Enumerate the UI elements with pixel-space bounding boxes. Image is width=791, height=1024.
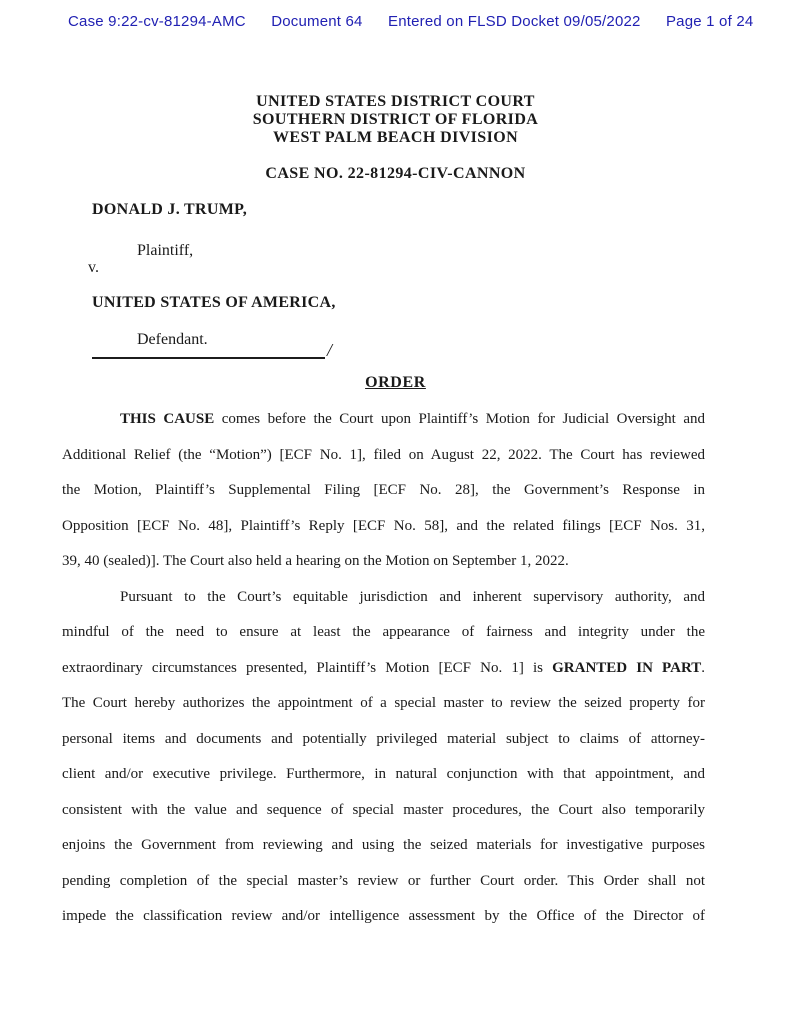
document-line	[62, 615, 705, 651]
text-run: comes before the Court upon Plaintiff’s Motion for Judicial Oversight and	[214, 411, 705, 427]
versus-label: v.	[88, 259, 99, 276]
document-line	[62, 828, 705, 864]
court-division: WEST PALM BEACH DIVISION	[272, 129, 519, 146]
document-line	[62, 793, 705, 829]
plaintiff-name: DONALD J. TRUMP,	[92, 201, 248, 218]
document-line	[62, 899, 705, 935]
document-line	[62, 580, 705, 616]
document-line	[62, 722, 705, 758]
text-run: .	[701, 659, 705, 676]
caption-separator-line	[92, 336, 332, 360]
bold-text-run: GRANTED IN PART	[552, 659, 702, 676]
text-run: extraordinary circumstances presented, Plaintiff’s Motion [ECF No. 1] is	[62, 659, 553, 676]
paragraph	[62, 580, 705, 935]
document-line	[62, 686, 705, 722]
text-run: Opposition [ECF No. 48], Plaintiff’s Reply [ECF No. 58], and the related filings [ECF Nos. 31,	[62, 517, 705, 534]
document-line	[62, 757, 705, 793]
text-run: the Motion, Plaintiff’s Supplemental Filing [ECF No. 28], the Government’s Response in	[62, 482, 705, 498]
text-run: Pursuant to the Court’s equitable jurisdiction and inherent supervisory authority, and	[120, 588, 705, 605]
text-run: client and/or executive privilege. Furthermore, in natural conjunction with that appointment, and	[62, 766, 705, 782]
docket-case-number: Case 9:22-cv-81294-AMC	[68, 13, 246, 30]
order-title: ORDER	[365, 374, 426, 391]
docket-page-count: Page 1 of 24	[665, 13, 754, 30]
text-run: 39, 40 (sealed)]. The Court also held a hearing on the Motion on September 1, 2022.	[62, 553, 569, 569]
document-line	[62, 509, 705, 545]
document-line	[62, 402, 705, 438]
text-run: impede the classification review and/or intelligence assessment by the Office of the Director of	[62, 908, 705, 924]
docket-entered-date: Entered on FLSD Docket 09/05/2022	[387, 13, 641, 30]
text-run: consistent with the value and sequence of special master procedures, the Court also temporarily	[62, 801, 705, 818]
text-run: Additional Relief (the “Motion”) [ECF No. 1], filed on August 22, 2022. The Court has reviewed	[62, 446, 705, 463]
text-run: mindful of the need to ensure at least the appearance of fairness and integrity under the	[62, 624, 705, 640]
document-line	[62, 651, 705, 687]
paragraph	[62, 402, 705, 580]
text-run: The Court hereby authorizes the appointment of a special master to review the seized property for	[62, 695, 705, 711]
document-line	[62, 438, 705, 474]
separator-slash: /	[326, 340, 332, 360]
docket-header	[68, 13, 771, 30]
plaintiff-role-label: Plaintiff,	[137, 242, 194, 259]
text-run: personal items and documents and potentially privileged material subject to claims of attorney-	[62, 730, 705, 747]
document-line	[62, 544, 705, 580]
docket-document-number: Document 64	[271, 13, 363, 30]
court-district: SOUTHERN DISTRICT OF FLORIDA	[252, 111, 539, 128]
defendant-role-label: Defendant.	[137, 331, 208, 348]
document-line	[62, 473, 705, 509]
defendant-name: UNITED STATES OF AMERICA,	[92, 294, 336, 311]
text-run: enjoins the Government from reviewing and using the seized materials for investigative purposes	[62, 837, 705, 853]
text-run: pending completion of the special master’s review or further Court order. This Order shall not	[62, 872, 705, 889]
case-number: CASE NO. 22-81294-CIV-CANNON	[265, 165, 526, 182]
order-body	[62, 402, 705, 935]
court-name: UNITED STATES DISTRICT COURT	[256, 93, 535, 110]
court-heading	[0, 93, 791, 147]
document-line	[62, 864, 705, 900]
bold-text-run: THIS CAUSE	[120, 411, 215, 427]
